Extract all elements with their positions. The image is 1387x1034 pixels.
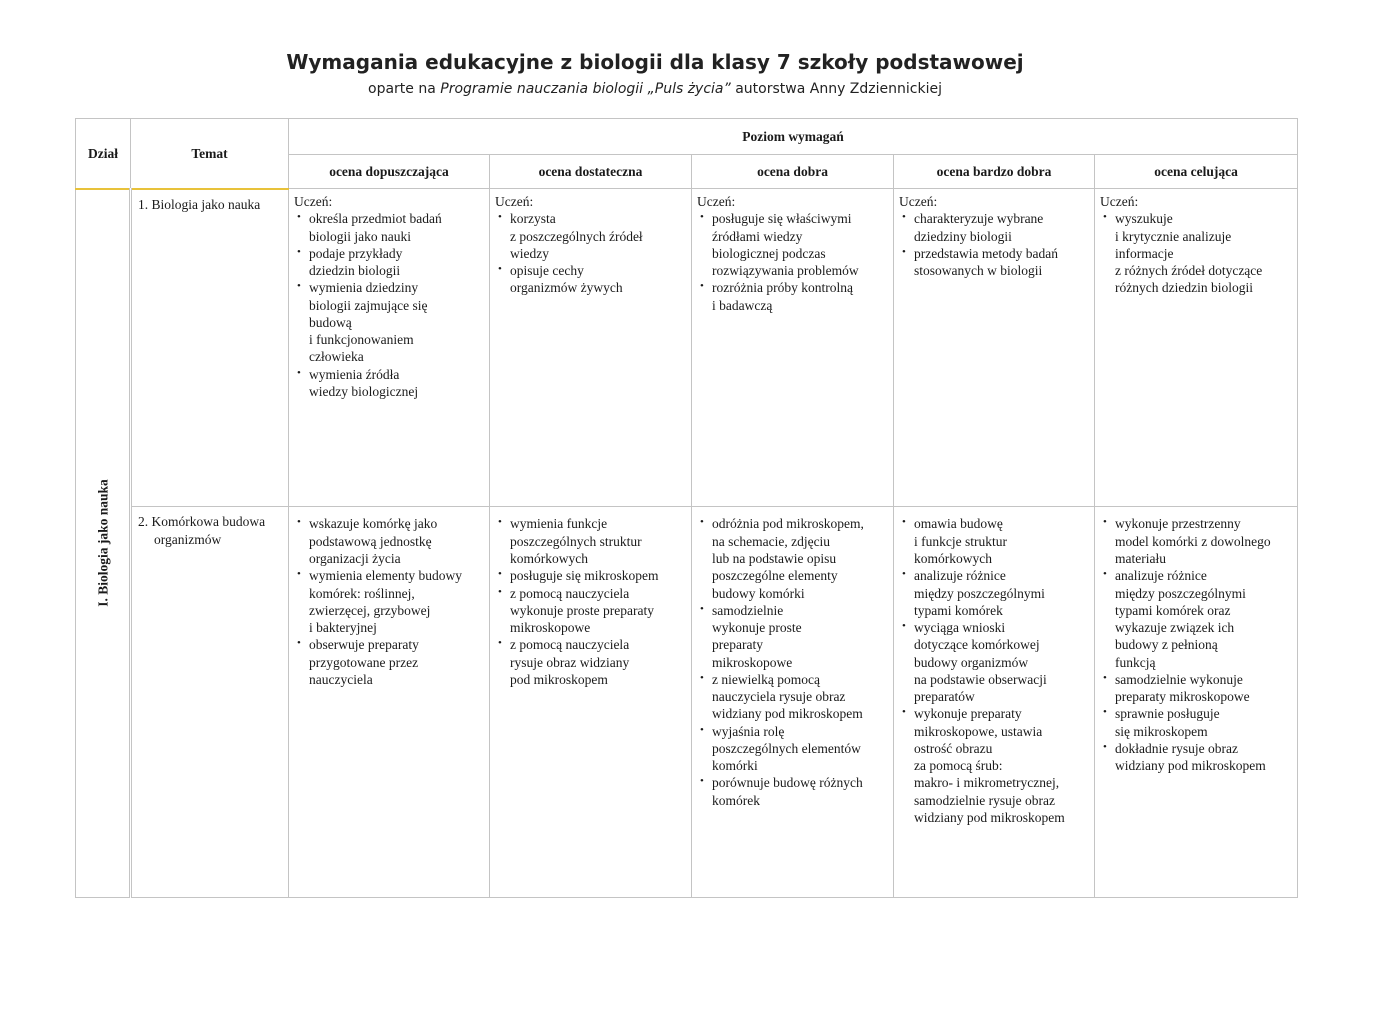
page-subtitle (0, 81, 1310, 97)
header-grade-dobra: ocena dobra (692, 155, 894, 189)
subtitle-suffix: autorstwa Anny Zdziennickiej (730, 81, 942, 97)
lead-label: Uczeń: (697, 194, 736, 210)
requirement-cell (1095, 507, 1298, 898)
page-title: Wymagania edukacyjne z biologii dla klasy 7 szkoły podstawowej (286, 50, 1024, 74)
header-poziom-wymagan: Poziom wymagań (289, 119, 1298, 155)
list-item: • charakteryzuje wybrane dziedziny biologii (899, 210, 1090, 245)
list-item: • wyszukuje i krytycznie analizuje informacje z różnych źródeł dotyczące różnych dziedzin biologii (1100, 210, 1293, 296)
lead-label: Uczeń: (1100, 194, 1139, 210)
list-item: • z pomocą nauczyciela wykonuje proste preparaty mikroskopowe (495, 585, 687, 637)
lead-label: Uczeń: (899, 194, 938, 210)
requirement-list (495, 210, 687, 296)
requirement-cell (692, 507, 894, 898)
list-item: • rozróżnia próby kontrolną i badawczą (697, 279, 889, 314)
list-item: • opisuje cechy organizmów żywych (495, 262, 687, 297)
header-grade-dostateczna: ocena dostateczna (490, 155, 692, 189)
requirement-list (294, 210, 485, 400)
list-item: • omawia budowę i funkcje struktur komórkowych (899, 515, 1090, 567)
list-item: • obserwuje preparaty przygotowane przez nauczyciela (294, 636, 485, 688)
requirement-cell (490, 189, 692, 507)
list-item: • dokładnie rysuje obraz widziany pod mikroskopem (1100, 740, 1293, 775)
list-item: • wykonuje preparaty mikroskopowe, ustawia ostrość obrazu za pomocą śrub: makro- i mikrometrycznej, samodzielnie rysuje obraz widziany pod mikroskopem (899, 705, 1090, 826)
list-item: • wyjaśnia rolę poszczególnych elementów komórki (697, 723, 889, 775)
list-item: • wskazuje komórkę jako podstawową jednostkę organizacji życia (294, 515, 485, 567)
header-dzial: Dział (76, 119, 131, 189)
requirement-list (899, 515, 1090, 826)
header-grade-bardzo-dobra: ocena bardzo dobra (894, 155, 1095, 189)
requirement-list (1100, 515, 1293, 774)
list-item: • określa przedmiot badań biologii jako nauki (294, 210, 485, 245)
list-item: • z pomocą nauczyciela rysuje obraz widziany pod mikroskopem (495, 636, 687, 688)
list-item: • wymienia źródła wiedzy biologicznej (294, 366, 485, 401)
requirement-cell (289, 189, 490, 507)
requirement-list (294, 515, 485, 688)
requirement-list (1100, 210, 1293, 296)
list-item: • posługuje się mikroskopem (495, 567, 687, 584)
requirement-list (495, 515, 687, 688)
list-item: • samodzielnie wykonuje preparaty mikroskopowe (1100, 671, 1293, 706)
requirement-cell (894, 189, 1095, 507)
requirement-list (697, 210, 889, 314)
header-temat: Temat (131, 119, 289, 189)
list-item: • sprawnie posługuje się mikroskopem (1100, 705, 1293, 740)
temat-label: 1. Biologia jako nauka (138, 196, 261, 212)
dzial-label: I. Biologia jako nauka (94, 479, 110, 608)
requirement-cell (692, 189, 894, 507)
list-item: • wymienia funkcje poszczególnych struktur komórkowych (495, 515, 687, 567)
header-grade-dopuszczajaca: ocena dopuszczająca (289, 155, 490, 189)
lead-label: Uczeń: (294, 194, 333, 210)
list-item: • wyciąga wnioski dotyczące komórkowej budowy organizmów na podstawie obserwacji preparatów (899, 619, 1090, 705)
dzial-cell (76, 189, 131, 898)
list-item: • posługuje się właściwymi źródłami wiedzy biologicznej podczas rozwiązywania problemów (697, 210, 889, 279)
table-row (76, 507, 1298, 898)
requirement-list (899, 210, 1090, 279)
requirement-cell (894, 507, 1095, 898)
temat-cell (131, 189, 289, 507)
requirement-list (697, 515, 889, 809)
lead-label: Uczeń: (495, 194, 534, 210)
list-item: • analizuje różnice między poszczególnymi typami komórek (899, 567, 1090, 619)
list-item: • wymienia elementy budowy komórek: roślinnej, zwierzęcej, grzybowej i bakteryjnej (294, 567, 485, 636)
list-item: • korzysta z poszczególnych źródeł wiedzy (495, 210, 687, 262)
list-item: • porównuje budowę różnych komórek (697, 774, 889, 809)
table-row (76, 189, 1298, 507)
requirement-cell (1095, 189, 1298, 507)
requirements-table (75, 118, 1298, 898)
subtitle-program-name: Programie nauczania biologii „Puls życia” (440, 81, 731, 97)
list-item: • analizuje różnice między poszczególnymi typami komórek oraz wykazuje związek ich budowy z pełnioną funkcją (1100, 567, 1293, 671)
temat-cell (131, 507, 289, 898)
list-item: • podaje przykłady dziedzin biologii (294, 245, 485, 280)
list-item: • wymienia dziedziny biologii zajmujące się budową i funkcjonowaniem człowieka (294, 279, 485, 365)
requirement-cell (490, 507, 692, 898)
list-item: • przedstawia metody badań stosowanych w biologii (899, 245, 1090, 280)
subtitle-prefix: oparte na (368, 81, 441, 97)
temat-label-continued: organizmów (154, 531, 222, 547)
list-item: • odróżnia pod mikroskopem, na schemacie, zdjęciu lub na podstawie opisu poszczególne elementy budowy komórki (697, 515, 889, 601)
list-item: • z niewielką pomocą nauczyciela rysuje obraz widziany pod mikroskopem (697, 671, 889, 723)
header-grade-celujaca: ocena celująca (1095, 155, 1298, 189)
list-item: • samodzielnie wykonuje proste preparaty mikroskopowe (697, 602, 889, 671)
list-item: • wykonuje przestrzenny model komórki z dowolnego materiału (1100, 515, 1293, 567)
requirement-cell (289, 507, 490, 898)
temat-label: 2. Komórkowa budowa (138, 514, 266, 530)
